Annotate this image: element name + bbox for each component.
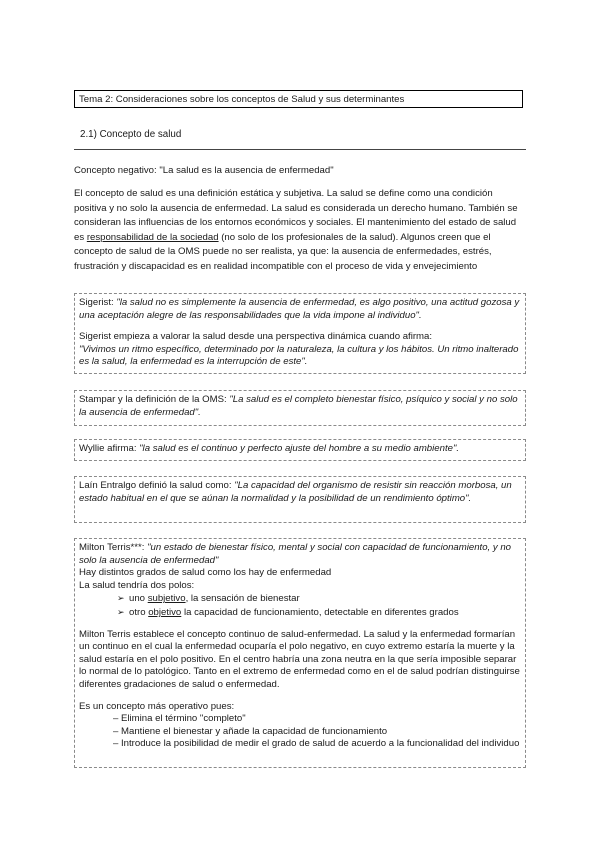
stampar-quote: "La salud es el completo bienestar físico, psíquico y social y no solo la ausencia de enfermedad". (79, 394, 518, 418)
poles-list (79, 592, 521, 619)
arrow-bullet-icon: ➢ (117, 606, 125, 617)
list-item: – Introduce la posibilidad de medir el grado de salud de acuerdo a la funcionalidad del individuo (113, 738, 520, 750)
list-item: ➢ otro objetivo la capacidad de funcionamiento, detectable en diferentes grados (117, 606, 459, 618)
topic-title: Tema 2: Consideraciones sobre los conceptos de Salud y sus determinantes (79, 94, 405, 105)
wyllie-name: Wyllie afirma: (79, 443, 137, 454)
operative-list (79, 713, 521, 751)
sigerist-quote2: "Vivimos un ritmo específico, determinado por la naturaleza, la cultura y los hábitos. Un ritmo inalterado es la salud, la enfermedad es la interrupción de este". (79, 343, 519, 368)
terris-polos: La salud tendría dos polos: (79, 579, 195, 591)
objective-term: objetivo (148, 606, 182, 618)
subjective-term: subjetivo (147, 593, 186, 605)
terris-continuo: Milton Terris establece el concepto continuo de salud-enfermedad. La salud y la enfermedad formarían un continuo en el cual la enfermedad ocuparía el polo negativo, en cuyo extremo estaría la muerte y la salud estaría en el polo positivo. En el centro habría una zona neutra en la que sería imposible separar lo normal de lo patológico. Tanto en el extremo de enfermedad como en el de salud podrían distinguirse diferentes gradaciones de salud o enfermedad. (79, 628, 520, 690)
list-item: – Elimina el término "completo" (113, 713, 246, 725)
negative-concept-heading: Concepto negativo: "La salud es la ausencia de enfermedad" (74, 165, 334, 176)
milton-terris-box (74, 538, 526, 768)
intro-text-a: El concepto de salud es una definición estática y subjetiva. La salud se define como una condición positiva y no solo la ausencia de enfermedad. La salud es considerada un derecho humano. También se consideran las influencias de los entornos económicos y sociales. El mantenimiento del estado de salud es (74, 188, 518, 243)
lain-entralgo-box (74, 476, 526, 523)
wyllie-quote: "la salud es el continuo y perfecto ajuste del hombre a su medio ambiente". (139, 443, 460, 454)
sigerist-quote: "la salud no es simplemente la ausencia de enfermedad, es algo positivo, una actitud gozosa y una aceptación alegre de las responsabilidades que la vida impone al individuo". (79, 297, 520, 321)
dash-bullet-icon: – (113, 725, 119, 737)
wyllie-box (74, 439, 526, 461)
stampar-name: Stampar y la definición de la OMS: (79, 394, 227, 405)
sigerist-box (74, 293, 526, 374)
intro-paragraph (74, 187, 526, 275)
intro-text-b: (no solo de los profesionales de la salud). Algunos creen que el concepto de salud de la OMS puede no ser realista, ya que: la ausencia de enfermedades, estrés, frustración y discapacidad es en realidad incompatible con el proceso de vida y envejecimiento (74, 231, 492, 272)
sigerist-line2: Sigerist empieza a valorar la salud desde una perspectiva dinámica cuando afirma: (79, 331, 433, 343)
sigerist-name: Sigerist: (79, 297, 114, 308)
dash-bullet-icon: – (113, 738, 119, 750)
terris-grados: Hay distintos grados de salud como los hay de enfermedad (79, 567, 332, 579)
list-item: ➢ uno subjetivo, la sensación de bienestar (117, 593, 300, 605)
lain-quote: "La capacidad del organismo de resistir sin reacción morbosa, un estado habitual en el que se aúnan la normalidad y la posibilidad de un rendimiento óptimo". (79, 480, 512, 504)
terris-operativo: Es un concepto más operativo pues: (79, 700, 235, 712)
stampar-box (74, 390, 526, 426)
section-divider (74, 149, 526, 150)
dash-bullet-icon: – (113, 713, 119, 725)
intro-underlined-text: responsabilidad de la sociedad (86, 231, 219, 243)
list-item: – Mantiene el bienestar y añade la capacidad de funcionamiento (113, 725, 388, 737)
terris-name: Milton Terris***: (79, 542, 145, 553)
section-heading: 2.1) Concepto de salud (80, 129, 182, 140)
terris-quote: "un estado de bienestar físico, mental y social con capacidad de funcionamiento, y no solo la ausencia de enfermedad" (79, 542, 512, 566)
topic-title-box (74, 90, 523, 108)
lain-name: Laín Entralgo definió la salud como: (79, 480, 232, 491)
arrow-bullet-icon: ➢ (117, 593, 125, 604)
